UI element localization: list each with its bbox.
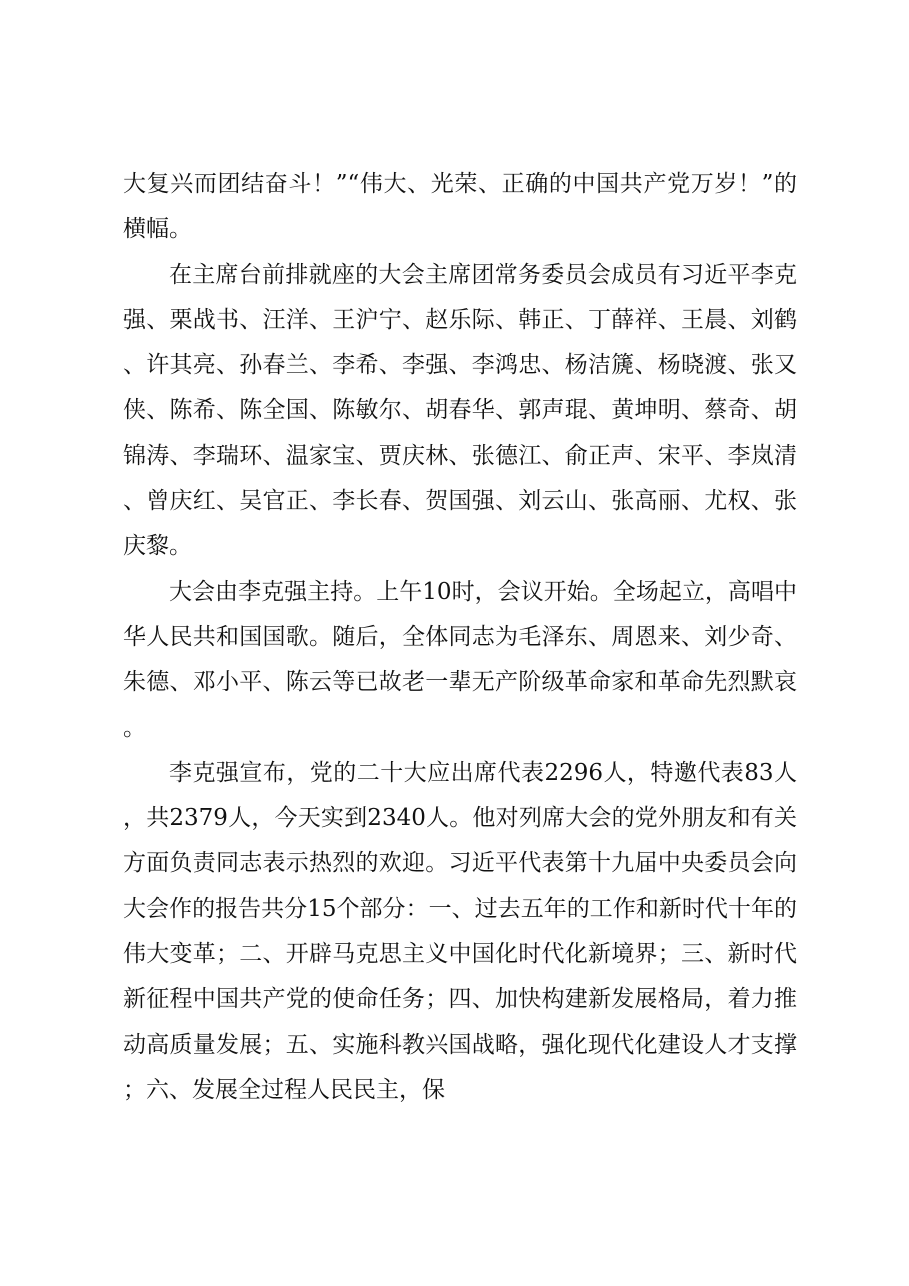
- paragraph-presidium-members: 在主席台前排就座的大会主席团常务委员会成员有习近平李克强、栗战书、汪洋、王沪宁、赵乐际、韩正、丁薛祥、王晨、刘鹤、许其亮、孙春兰、李希、李强、李鸿忠、杨洁篪、杨晓渡、张又侠、陈希、陈全国、陈敏尔、胡春华、郭声琨、黄坤明、蔡奇、胡锦涛、李瑞环、温家宝、贾庆林、张德江、俞正声、宋平、李岚清、曾庆红、吴官正、李长春、贺国强、刘云山、张高丽、尤权、张庆黎。: [123, 261, 797, 560]
- paragraph-report-overview: 李克强宣布，党的二十大应出席代表2296人，特邀代表83人，共2379人，今天实到2340人。他对列席大会的党外朋友和有关方面负责同志表示热烈的欢迎。习近平代表第十九届中央委员会向大会作的报告共分15个部分：一、过去五年的工作和新时代十年的伟大变革；二、开辟马克思主义中国化时代化新境界；三、新时代新征程中国共产党的使命任务；四、加快构建新发展格局，着力推动高质量发展；五、实施科教兴国战略，强化现代化建设人才支撑；六、发展全过程人民民主，保: [123, 759, 797, 1103]
- paragraph-banner-ending: 大复兴而团结奋斗！”“伟大、光荣、正确的中国共产党万岁！”的横幅。: [123, 171, 797, 243]
- document-page: [123, 162, 797, 1113]
- paragraph-opening-ceremony: 大会由李克强主持。上午10时，会议开始。全场起立，高唱中华人民共和国国歌。随后，全体同志为毛泽东、周恩来、刘少奇、朱德、邓小平、陈云等已故老一辈无产阶级革命家和革命先烈默哀。: [123, 578, 797, 741]
